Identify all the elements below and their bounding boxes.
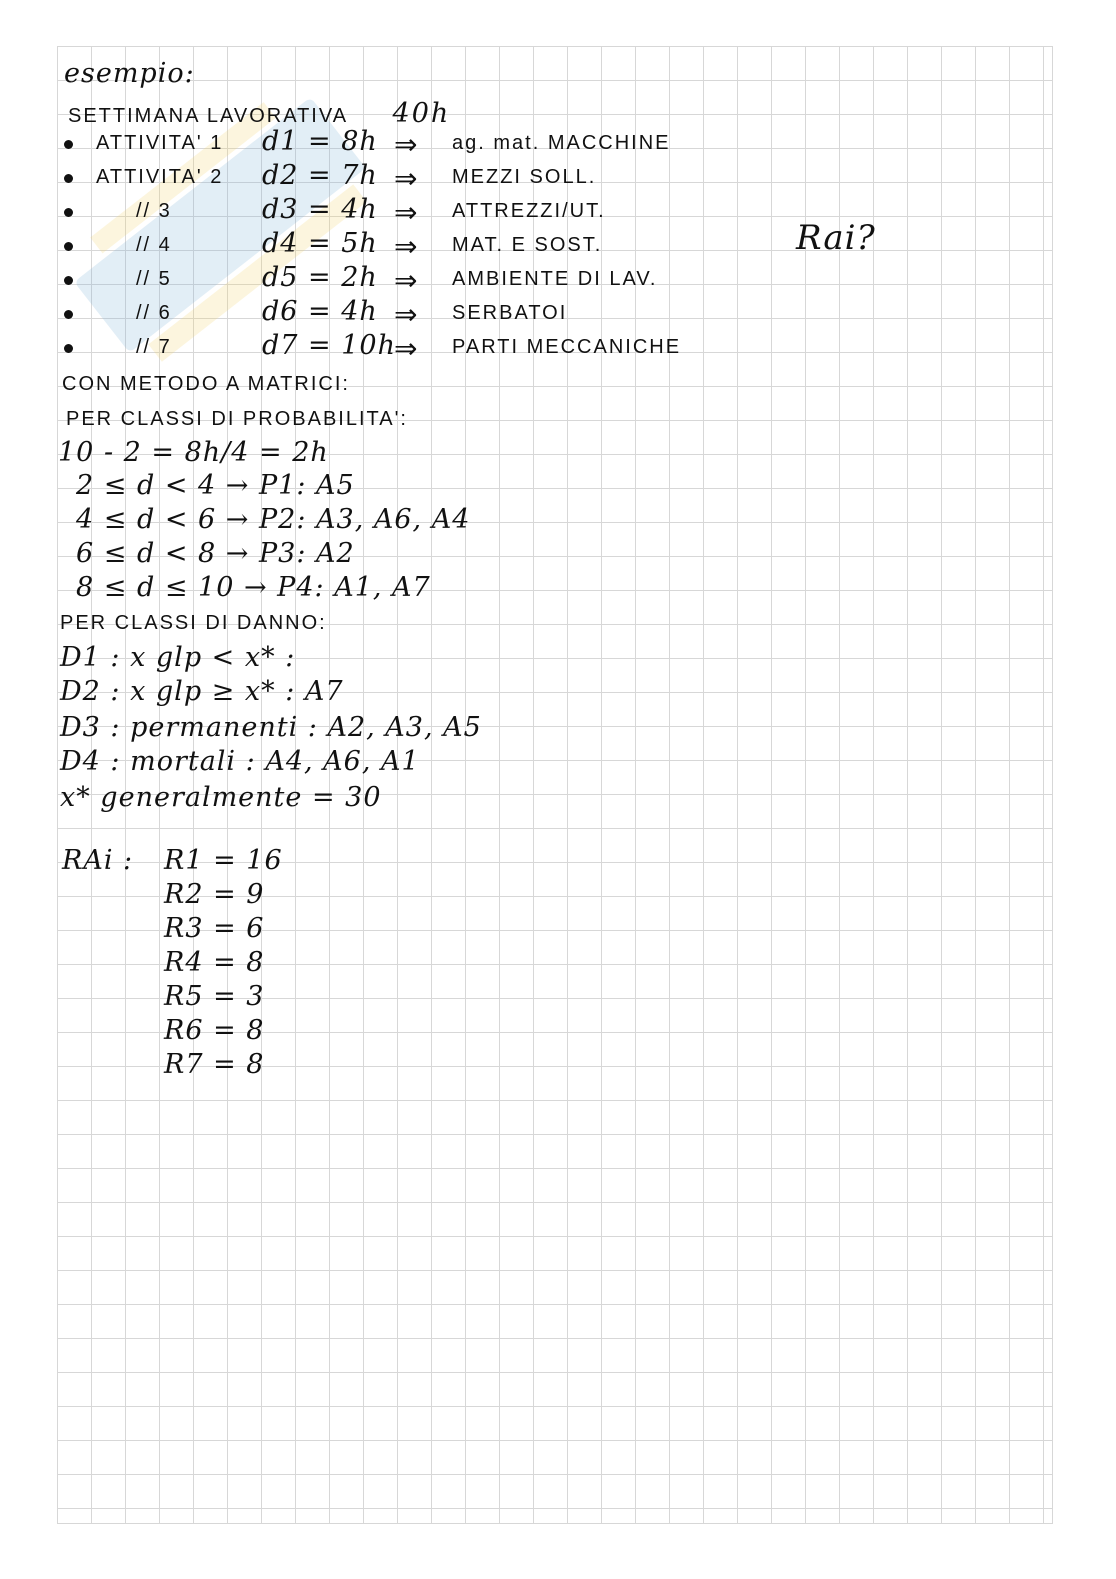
method-heading: CON METODO A MATRICI:: [62, 373, 350, 395]
week-label: [68, 98, 450, 129]
activity-target: MAT. E SOST.: [452, 234, 603, 256]
bullet-dot: [64, 344, 73, 353]
arrow-icon: ⇒: [394, 264, 419, 297]
heading-esempio: esempio:: [64, 58, 195, 89]
damage-class: D4 : mortali : A4, A6, A1: [60, 746, 420, 777]
arrow-icon: ⇒: [394, 230, 419, 263]
probability-heading: PER CLASSI DI PROBABILITA':: [66, 408, 408, 430]
risk-label: RAi :: [62, 845, 134, 876]
activity-name: ATTIVITA' 1: [96, 132, 224, 154]
probability-class: 2 ≤ d < 4 → P1: A5: [76, 470, 355, 501]
activity-duration: d6 = 4h: [262, 296, 378, 327]
activity-target: SERBATOI: [452, 302, 568, 324]
activity-name: ATTIVITA' 2: [96, 166, 224, 188]
activity-name: // 4: [136, 234, 172, 256]
activity-duration: d1 = 8h: [262, 126, 378, 157]
bullet-dot: [64, 242, 73, 251]
activity-name: // 7: [136, 336, 172, 358]
week-hours: 40h: [392, 98, 451, 129]
risk-value: R7 = 8: [164, 1049, 265, 1080]
risk-value: R6 = 8: [164, 1015, 265, 1046]
activity-duration: d7 = 10h: [262, 330, 396, 361]
activity-target: AMBIENTE DI LAV.: [452, 268, 658, 290]
xstar-note: x* generalmente = 30: [60, 782, 382, 813]
activity-duration: d5 = 2h: [262, 262, 378, 293]
bullet-dot: [64, 276, 73, 285]
probability-calc: 10 - 2 = 8h/4 = 2h: [58, 437, 329, 468]
damage-heading: PER CLASSI DI DANNO:: [60, 612, 327, 634]
arrow-icon: ⇒: [394, 128, 419, 161]
activity-target: PARTI MECCANICHE: [452, 336, 682, 358]
activity-target: MEZZI SOLL.: [452, 166, 597, 188]
risk-value: R2 = 9: [164, 879, 265, 910]
bullet-dot: [64, 208, 73, 217]
activity-duration: d4 = 5h: [262, 228, 378, 259]
activity-duration: d2 = 7h: [262, 160, 378, 191]
risk-value: R5 = 3: [164, 981, 265, 1012]
probability-class: 4 ≤ d < 6 → P2: A3, A6, A4: [76, 504, 471, 535]
activity-target: ATTREZZI/UT.: [452, 200, 606, 222]
week-label-text: SETTIMANA LAVORATIVA: [68, 105, 347, 127]
damage-class: D1 : x glp < x* :: [60, 642, 296, 673]
bullet-dot: [64, 140, 73, 149]
probability-class: 8 ≤ d ≤ 10 → P4: A1, A7: [76, 572, 431, 603]
activity-name: // 5: [136, 268, 172, 290]
activity-target: ag. mat. MACCHINE: [452, 132, 671, 154]
activity-name: // 6: [136, 302, 172, 324]
risk-question: Rai?: [796, 218, 876, 258]
damage-class: D3 : permanenti : A2, A3, A5: [60, 712, 482, 743]
risk-value: R3 = 6: [164, 913, 265, 944]
risk-value: R1 = 16: [164, 845, 283, 876]
risk-value: R4 = 8: [164, 947, 265, 978]
bullet-dot: [64, 310, 73, 319]
damage-class: D2 : x glp ≥ x* : A7: [60, 676, 344, 707]
arrow-icon: ⇒: [394, 298, 419, 331]
activity-name: // 3: [136, 200, 172, 222]
arrow-icon: ⇒: [394, 162, 419, 195]
probability-class: 6 ≤ d < 8 → P3: A2: [76, 538, 355, 569]
activity-duration: d3 = 4h: [262, 194, 378, 225]
bullet-dot: [64, 174, 73, 183]
arrow-icon: ⇒: [394, 332, 419, 365]
arrow-icon: ⇒: [394, 196, 419, 229]
